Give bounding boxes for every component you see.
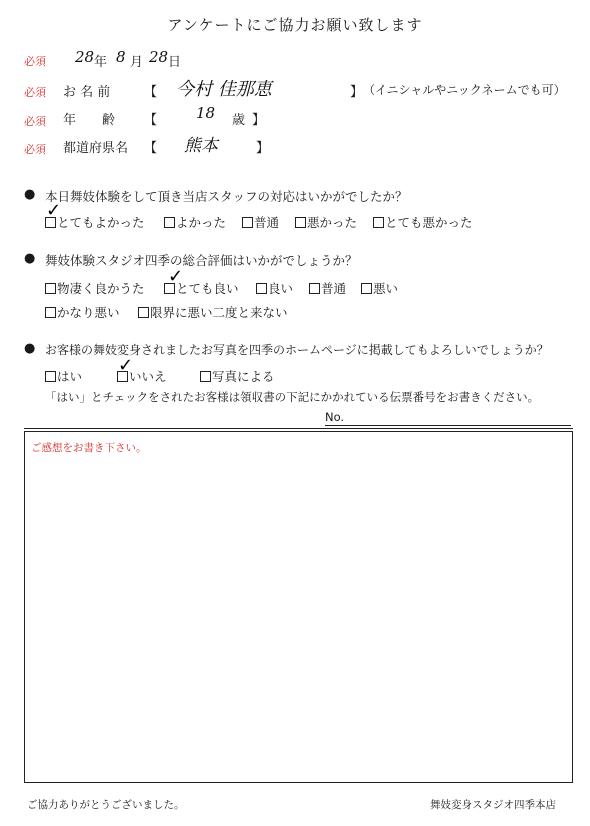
- q2-bullet: ●: [24, 251, 36, 266]
- q1-option-5[interactable]: とても悪かった: [373, 213, 473, 231]
- comment-box[interactable]: [24, 431, 573, 783]
- q1-option-2[interactable]: よかった: [164, 213, 226, 231]
- age-close-bracket: 】: [252, 113, 266, 128]
- checkbox-icon[interactable]: [138, 307, 149, 318]
- date-year: 28: [75, 48, 95, 66]
- q3-option-1[interactable]: はい: [45, 367, 82, 385]
- checkbox-icon[interactable]: [361, 283, 372, 294]
- q3-option-3[interactable]: 写真による: [200, 367, 275, 385]
- date-day: 28: [149, 48, 169, 66]
- q2-option-7[interactable]: 限界に悪い二度と来ない: [138, 303, 288, 321]
- checkmark-icon: ✓: [46, 200, 62, 221]
- required-label-age: 必須: [24, 115, 46, 128]
- q1-bullet: ●: [24, 187, 36, 202]
- footer-shop-name: 舞妓変身スタジオ四季本店: [430, 799, 556, 811]
- footer-thanks: ご協力ありがとうございました。: [27, 799, 185, 811]
- checkbox-icon[interactable]: [295, 217, 306, 228]
- q2-option-5[interactable]: 悪い: [361, 279, 398, 297]
- name-close-bracket: 】: [350, 85, 364, 100]
- age-label: 年 齢: [63, 113, 116, 128]
- checkbox-icon[interactable]: [373, 217, 384, 228]
- q2-option-1[interactable]: 物凄く良かうた: [45, 279, 145, 297]
- prefecture-value: 熊本: [184, 136, 218, 156]
- prefecture-open-bracket: 【: [144, 141, 158, 156]
- q1-option-3[interactable]: 普通: [242, 213, 279, 231]
- required-label-name: 必須: [24, 86, 46, 99]
- q3-text: お客様の舞妓変身されましたお写真を四季のホームページに掲載してもよろしいでしょうか？: [45, 343, 549, 357]
- checkbox-icon[interactable]: [309, 283, 320, 294]
- q2-option-3[interactable]: 良い: [256, 279, 293, 297]
- age-unit: 歳: [232, 113, 246, 128]
- name-label: お 名 前: [63, 85, 111, 100]
- month-suffix: 月: [130, 55, 144, 70]
- q3-option-2[interactable]: いいえ: [117, 367, 167, 385]
- name-open-bracket: 【: [144, 85, 158, 100]
- comment-prompt: ご感想をお書き下さい。: [31, 442, 147, 454]
- checkbox-icon[interactable]: [200, 371, 211, 382]
- age-value: 18: [196, 104, 216, 122]
- q2-option-6[interactable]: かなり悪い: [45, 303, 120, 321]
- required-label-prefecture: 必須: [24, 143, 46, 156]
- checkbox-icon[interactable]: [242, 217, 253, 228]
- checkmark-icon: ✓: [118, 355, 134, 376]
- checkbox-icon[interactable]: [256, 283, 267, 294]
- q1-text: 本日舞妓体験をして頂き当店スタッフの対応はいかがでしたか？: [45, 189, 408, 204]
- q1-option-4[interactable]: 悪かった: [295, 213, 357, 231]
- checkbox-icon[interactable]: [164, 217, 175, 228]
- checkbox-icon[interactable]: [45, 371, 56, 382]
- checkmark-icon: ✓: [168, 266, 184, 287]
- date-month: 8: [116, 48, 126, 66]
- q2-option-4[interactable]: 普通: [309, 279, 346, 297]
- age-open-bracket: 【: [144, 113, 158, 128]
- q3-bullet: ●: [24, 341, 36, 356]
- receipt-no-underline: [325, 425, 571, 426]
- name-note: （イニシャルやニックネームでも可）: [363, 83, 566, 97]
- form-title: アンケートにご協力お願い致します: [167, 16, 423, 34]
- q2-option-2[interactable]: とても良い: [164, 279, 239, 297]
- year-suffix: 年: [94, 55, 108, 70]
- q2-text: 舞妓体験スタジオ四季の総合評価はいかがでしょうか？: [45, 253, 358, 268]
- receipt-no-label: No.: [325, 410, 345, 424]
- checkbox-icon[interactable]: [45, 307, 56, 318]
- checkbox-icon[interactable]: [45, 283, 56, 294]
- day-suffix: 日: [168, 55, 182, 70]
- q3-note: 「はい」とチェックをされたお客様は領収書の下記にかかれている伝票番号をお書きください。: [45, 390, 540, 404]
- required-label-date: 必須: [24, 55, 46, 68]
- q1-option-1[interactable]: とてもよかった: [45, 213, 145, 231]
- prefecture-close-bracket: 】: [256, 141, 270, 156]
- prefecture-label: 都道府県名: [63, 141, 129, 156]
- name-value: 今村 佳那恵: [176, 79, 272, 100]
